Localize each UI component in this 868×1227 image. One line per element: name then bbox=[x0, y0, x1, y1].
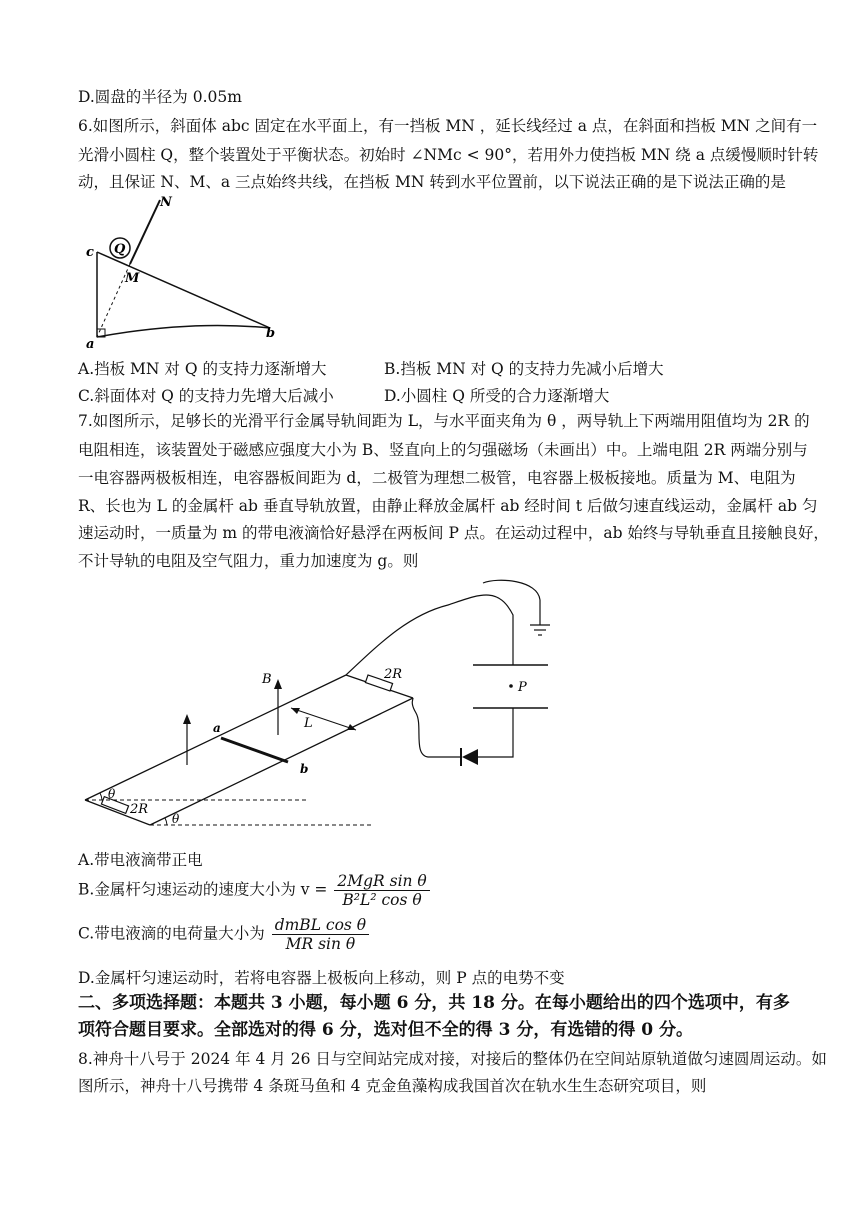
q7-option-c-fraction bbox=[272, 916, 369, 953]
wire-to-capacitor-top bbox=[346, 595, 513, 675]
q7-option-b-numerator: 2MgR sin θ bbox=[334, 872, 429, 891]
b-field-arrowhead-1 bbox=[274, 679, 282, 689]
q7-stem-line-3: 一电容器两极板相连，电容器板间距为 d，二极管为理想二极管，电容器上极板接地。质量为 M、电阻为 bbox=[78, 469, 796, 487]
label-a: a bbox=[213, 721, 221, 735]
rail-right bbox=[150, 698, 413, 825]
q7-figure bbox=[78, 575, 558, 835]
label-2R-bottom: 2R bbox=[130, 802, 149, 817]
q7-stem-line-6: 不计导轨的电阻及空气阻力，重力加速度为 g。则 bbox=[78, 552, 419, 570]
l-dimension-arrow bbox=[291, 708, 356, 730]
label-2R-top: 2R bbox=[384, 667, 403, 682]
rod-ab bbox=[221, 738, 288, 762]
label-c: c bbox=[86, 245, 94, 260]
q7-option-b-denominator: B²L² cos θ bbox=[342, 891, 422, 909]
incline-slope-edge bbox=[97, 252, 270, 328]
label-b: b bbox=[300, 762, 309, 776]
q6-option-a: A.挡板 MN 对 Q 的支持力逐渐增大 bbox=[78, 360, 327, 378]
point-P bbox=[509, 684, 513, 688]
q6-option-b: B.挡板 MN 对 Q 的支持力先减小后增大 bbox=[384, 360, 664, 378]
q8-stem-line-2: 图所示，神舟十八号携带 4 条斑马鱼和 4 克金鱼藻构成我国首次在轨水生生态研究项目，则 bbox=[78, 1077, 707, 1095]
baffle-MN bbox=[130, 200, 160, 264]
q7-option-b-prefix: B.金属杆匀速运动的速度大小为 v = bbox=[78, 880, 328, 899]
label-L: L bbox=[304, 716, 313, 731]
label-theta-1: θ bbox=[108, 787, 116, 801]
q6-stem-line-2: 光滑小圆柱 Q，整个装置处于平衡状态。初始时 ∠NMc < 90°，若用外力使挡板 MN 绕 a 点缓慢顺时针转 bbox=[78, 146, 819, 164]
label-N: N bbox=[160, 195, 172, 210]
q8-stem-line-1: 8.神舟十八号于 2024 年 4 月 26 日与空间站完成对接，对接后的整体仍在空间站原轨道做匀速圆周运动。如 bbox=[78, 1050, 827, 1068]
label-B: B bbox=[262, 672, 272, 687]
label-M: M bbox=[125, 271, 140, 286]
q6-option-c: C.斜面体对 Q 的支持力先增大后减小 bbox=[78, 387, 334, 405]
q7-stem-line-2: 电阻相连，该装置处于磁感应强度大小为 B、竖直向上的匀强磁场（未画出）中。上端电阻 2R 两端分别与 bbox=[78, 441, 808, 459]
q6-stem-line-3: 动，且保证 N、M、a 三点始终共线，在挡板 MN 转到水平位置前，以下说法正确的是下说法正确的是 bbox=[78, 173, 786, 191]
q7-option-c bbox=[78, 916, 369, 953]
q7-option-b bbox=[78, 872, 430, 909]
incline-base-edge bbox=[97, 325, 270, 337]
label-Q: Q bbox=[114, 242, 126, 257]
q7-option-b-fraction bbox=[334, 872, 429, 909]
q7-option-c-denominator: MR sin θ bbox=[285, 935, 356, 953]
section-2-heading-line-2: 项符合题目要求。全部选对的得 6 分，选对但不全的得 3 分，有选错的得 0 分。 bbox=[78, 1020, 693, 1040]
label-P: P bbox=[518, 680, 527, 695]
label-theta-2: θ bbox=[172, 812, 180, 826]
wire-diode-to-rail bbox=[412, 698, 461, 757]
q7-stem-line-5: 速运动时，一质量为 m 的带电液滴恰好悬浮在两板间 P 点。在运动过程中，ab 始终与导轨垂直且接触良好， bbox=[78, 524, 829, 542]
b-field-arrowhead-2 bbox=[183, 714, 191, 724]
q5-option-d: D.圆盘的半径为 0.05m bbox=[78, 88, 242, 106]
angle-arc-1 bbox=[100, 793, 102, 800]
label-a: a bbox=[86, 337, 95, 352]
q6-stem-line-1: 6.如图所示，斜面体 abc 固定在水平面上，有一挡板 MN ，延长线经过 a 点，在斜面和挡板 MN 之间有一 bbox=[78, 117, 818, 135]
wire-capacitor-to-diode bbox=[478, 708, 513, 757]
rail-left bbox=[85, 675, 346, 800]
q7-stem-line-4: R、长也为 L 的金属杆 ab 垂直导轨放置，由静止释放金属杆 ab 经时间 t 后做匀速直线运动，金属杆 ab 匀 bbox=[78, 497, 818, 515]
q7-stem-line-1: 7.如图所示，足够长的光滑平行金属导轨间距为 L，与水平面夹角为 θ ，两导轨上下两端用阻值均为 2R 的 bbox=[78, 412, 810, 430]
label-b: b bbox=[266, 326, 276, 341]
q6-figure bbox=[80, 192, 290, 352]
ground-branch-wire bbox=[483, 580, 540, 625]
q7-option-c-numerator: dmBL cos θ bbox=[272, 916, 369, 935]
section-2-heading-line-1: 二、多项选择题：本题共 3 小题，每小题 6 分，共 18 分。在每小题给出的四个选项中，有多 bbox=[78, 993, 790, 1013]
angle-arc-2 bbox=[165, 818, 167, 825]
q7-option-d: D.金属杆匀速运动时，若将电容器上极板向上移动，则 P 点的电势不变 bbox=[78, 969, 565, 987]
q6-option-d: D.小圆柱 Q 所受的合力逐渐增大 bbox=[384, 387, 610, 405]
q7-option-c-prefix: C.带电液滴的电荷量大小为 bbox=[78, 924, 265, 943]
q7-option-a: A.带电液滴带正电 bbox=[78, 851, 203, 869]
diode-symbol bbox=[462, 749, 478, 765]
